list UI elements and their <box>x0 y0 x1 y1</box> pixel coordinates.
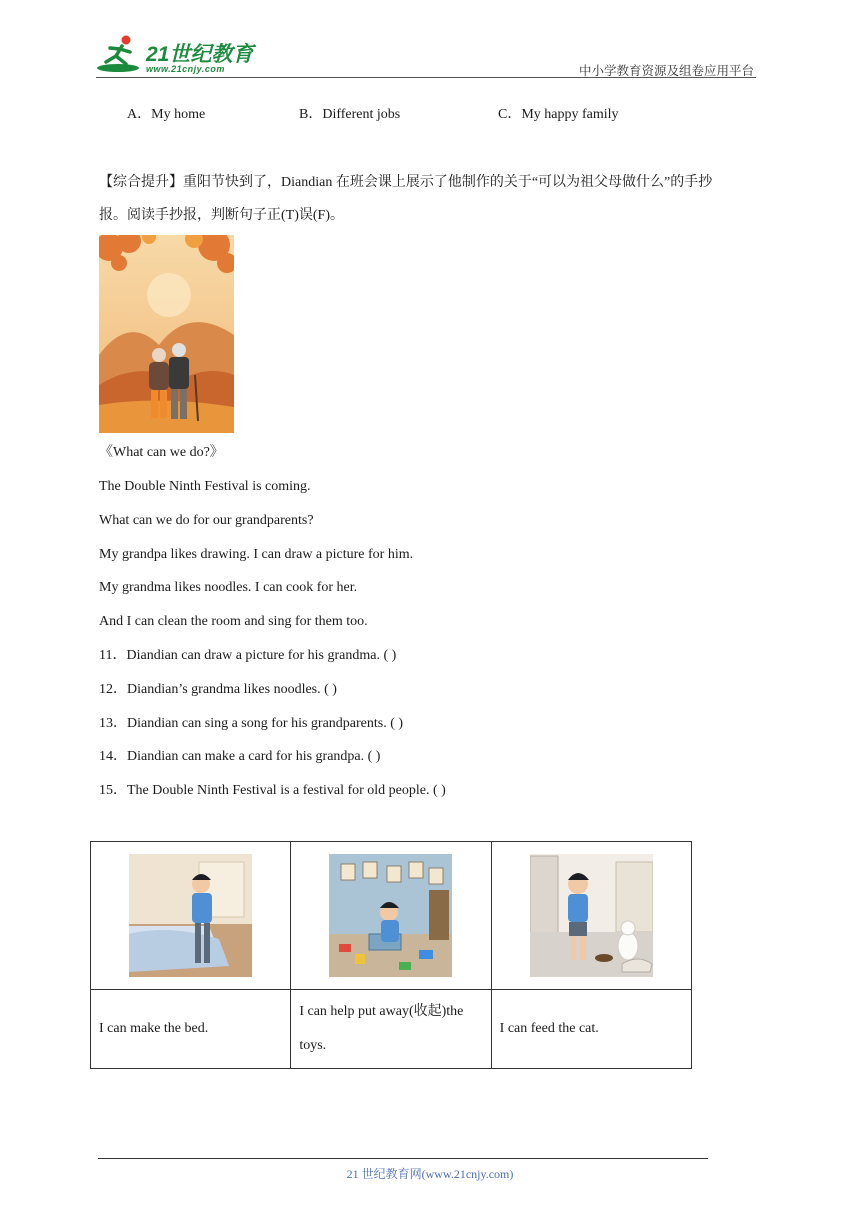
question-number: 13． <box>99 716 127 731</box>
platform-label: 中小学教育资源及组卷应用平台 <box>578 64 754 78</box>
table-cell <box>91 842 291 990</box>
section-intro-line-2: 报。阅读手抄报，判断句子正(T)误(F)。 <box>99 208 344 223</box>
section-intro-line-1: 【综合提升】重阳节快到了，Diandian 在班会课上展示了他制作的关于“可以为祖父母做什么”的手抄 <box>99 175 713 190</box>
table-cell <box>291 842 491 990</box>
poster-line: And I can clean the room and sing for them too. <box>99 614 368 629</box>
grandparents-illustration <box>99 235 234 433</box>
question-number: 12． <box>99 682 127 697</box>
poster-line: My grandpa likes drawing. I can draw a picture for him. <box>99 547 414 562</box>
logo-text: 21世纪教育 <box>146 43 254 66</box>
feed-cat-illustration <box>530 854 653 977</box>
question-text: Diandian can draw a picture for his grandma. ( ) <box>126 648 397 663</box>
option-letter: B． <box>299 107 323 122</box>
question-15 <box>99 781 446 801</box>
poster-line: The Double Ninth Festival is coming. <box>99 479 311 494</box>
poster-title: 《What can we do?》 <box>99 445 224 460</box>
table-row <box>91 842 692 990</box>
table-row <box>91 990 692 1069</box>
runner-icon <box>97 36 139 73</box>
table-cell-text: I can feed the cat. <box>491 990 691 1069</box>
question-14 <box>99 747 380 767</box>
question-number: 11． <box>99 648 127 663</box>
footer-text: 21 世纪教育网(www.21cnjy.com) <box>346 1167 514 1181</box>
question-text: Diandian’s grandma likes noodles. ( ) <box>127 682 337 697</box>
footer-divider <box>98 1158 708 1159</box>
option-c <box>498 105 619 125</box>
option-letter: A． <box>127 107 152 122</box>
logo-url: www.21cnjy.com <box>146 64 225 74</box>
toys-illustration <box>329 854 452 977</box>
option-a <box>127 105 205 125</box>
make-bed-illustration <box>129 854 252 977</box>
question-12 <box>99 680 337 700</box>
question-11 <box>99 646 396 666</box>
question-text: Diandian can sing a song for his grandparents. ( ) <box>127 716 404 731</box>
option-text: My home <box>151 107 206 122</box>
option-text: My happy family <box>521 107 619 122</box>
option-b <box>299 105 400 125</box>
header-divider <box>96 77 756 78</box>
question-number: 15． <box>99 783 127 798</box>
poster-line: What can we do for our grandparents? <box>99 513 314 528</box>
table-cell-text: I can help put away(收起)the toys. <box>291 990 491 1069</box>
question-13 <box>99 714 403 734</box>
question-text: Diandian can make a card for his grandpa. ( ) <box>127 749 381 764</box>
table-cell <box>491 842 691 990</box>
option-text: Different jobs <box>322 107 401 122</box>
option-letter: C． <box>498 107 522 122</box>
table-cell-text: I can make the bed. <box>91 990 291 1069</box>
question-text: The Double Ninth Festival is a festival for old people. ( ) <box>127 783 446 798</box>
poster-line: My grandma likes noodles. I can cook for her. <box>99 580 358 595</box>
question-number: 14． <box>99 749 127 764</box>
activity-table <box>90 841 692 1069</box>
